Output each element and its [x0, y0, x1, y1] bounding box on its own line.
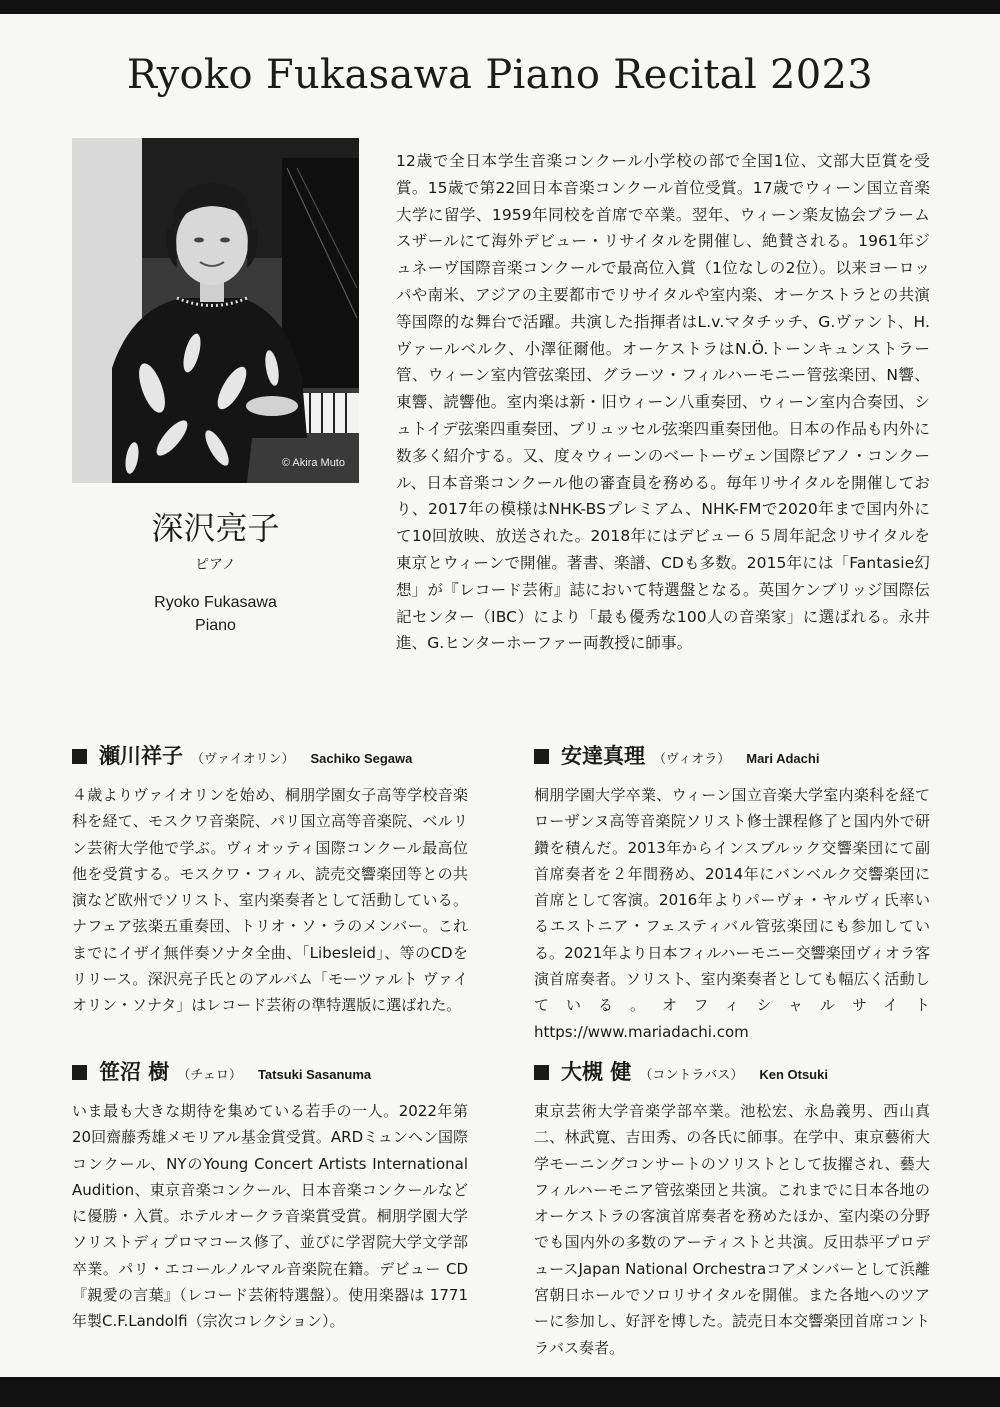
- page-title: Ryoko Fukasawa Piano Recital 2023: [126, 52, 874, 98]
- performer-header: [72, 740, 468, 770]
- performer-bio: ４歳よりヴァイオリンを始め、桐朋学園女子高等学校音楽科を経て、モスクワ音楽院、パリ国立高等音楽院、ベルリン芸術大学他で学ぶ。ヴィオッティ国際コンクール最高位他を受賞する。モスクワ・フィル、読売交響楽団等との共演など欧州でソリスト、室内楽奏者として活動している。ナフェア弦楽五重奏団、トリオ・ソ・ラのメンバー。これまでにイザイ無伴奏ソナタ全曲、「Libesleid」、等のCDをリリース。深沢亮子氏とのアルバム「モーツァルト ヴァイオリン・ソナタ」はレコード芸術の準特選版に選ばれた。: [72, 786, 468, 1015]
- bullet-square-icon: [72, 749, 87, 764]
- performer-header: [534, 740, 930, 770]
- performer-instrument: （ヴァイオリン）: [191, 752, 295, 767]
- performer-bio: 桐朋学園大学卒業、ウィーン国立音楽大学室内楽科を経てローザンヌ高等音楽院ソリスト修士課程修了と国内外で研鑽を積んだ。2013年からインスブルック交響楽団にて副首席奏者を２年間務め、2014年にバンベルク交響楽団に首席として客演。2016年よりパーヴォ・ヤルヴィ氏率いるエストニア・フェスティバル管弦楽団にも参加している。2021年より日本フィルハーモニー交響楽団ヴィオラ客演首席奏者。ソリスト、室内楽奏者としても幅広く活動している。オフィシャルサイト https://www.mariadachi.com: [534, 786, 930, 1041]
- performer-name-en: Ken Otsuki: [759, 1067, 828, 1082]
- pianist-name-jp: 深沢亮子: [151, 509, 280, 547]
- performer-section-violin: [72, 740, 468, 1019]
- scan-edge-top: [0, 0, 1000, 14]
- performer-instrument: （チェロ）: [177, 1068, 242, 1083]
- photo-credit: © Akira Muto: [281, 457, 345, 469]
- pianist-bio: 12歳で全日本学生音楽コンクール小学校の部で全国1位、文部大臣賞を受賞。15歳で第22回日本音楽コンクール首位受賞。17歳でウィーン国立音楽大学に留学、1959年同校を首席で卒業。翌年、ウィーン楽友協会ブラームスザールにて海外デビュー・リサイタルを開催し、絶賛される。1961年ジュネーヴ国際音楽コンクールで最高位入賞（1位なしの2位）。以来ヨーロッパや南米、アジアの主要都市でリサイタルや室内楽、オーケストラとの共演等国際的な舞台で活躍。共演した指揮者はL.v.マタチッチ、G.ヴァント、H.ヴァールベルク、小澤征爾他。オーケストラはN.Ö.トーンキュンストラー管、ウィーン室内管弦楽団、グラーツ・フィルハーモニー管弦楽団、N響、東響、読響他。室内楽は新・旧ウィーン八重奏団、ウィーン室内合奏団、シュトイデ弦楽四重奏団、ブリュッセル弦楽四重奏団他。日本の作品も内外に数多く紹介する。又、度々ウィーンのベートーヴェン国際ピアノ・コンクール、日本音楽コンクール他の審査員を務める。毎年リサイタルを開催しており、2017年の模様はNHK-BSプレミアム、NHK-FMで2020年まで国内外にて10回放映、放送された。2018年にはデビュー６５周年記念リサイタルを東京とウィーンで開催。著書、楽譜、CDも多数。2015年には「Fantasie幻想」が『レコード芸術』誌において特選盤となる。英国ケンブリッジ国際伝記センター（IBC）により「最も優秀な100人の音楽家」に選ばれる。永井 進、G.ヒンターホーファー両教授に師事。: [396, 152, 930, 653]
- program-page: [0, 14, 1000, 1377]
- pianist-portrait-image: [72, 138, 359, 483]
- performer-instrument: （ヴィオラ）: [653, 752, 731, 767]
- bullet-square-icon: [534, 749, 549, 764]
- pianist-photo: [72, 138, 359, 483]
- performer-header: [534, 1056, 930, 1086]
- performer-name-jp: 大槻 健: [561, 1059, 632, 1084]
- pianist-role-en: Piano: [195, 617, 236, 634]
- performer-bio: いま最も大きな期待を集めている若手の一人。2022年第20回齋藤秀雄メモリアル基金賞受賞。ARDミュンヘン国際コンクール、NYのYoung Concert Artists International Audition、東京音楽コンクール、日本音楽コンクールなどに優勝・入賞。ホテルオークラ音楽賞受賞。桐朋学園大学ソリストディプロマコース修了、並びに学習院大学文学部卒業。パリ・エコールノルマル音楽院在籍。デビュー CD『親愛の言葉』（レコード芸術特選盤）。使用楽器は 1771 年製C.F.Landolfi（宗次コレクション）。: [72, 1102, 468, 1331]
- performer-section-contrabass: [534, 1056, 930, 1361]
- scan-edge-bottom: [0, 1377, 1000, 1407]
- bullet-square-icon: [72, 1065, 87, 1080]
- performer-name-en: Tatsuki Sasanuma: [257, 1067, 372, 1082]
- performer-name-jp: 笹沼 樹: [99, 1059, 170, 1084]
- performer-name-jp: 安達真理: [561, 743, 645, 768]
- performer-name-en: Sachiko Segawa: [310, 751, 413, 766]
- performer-section-viola: [534, 740, 930, 1045]
- performer-bio: 東京芸術大学音楽学部卒業。池松宏、永島義男、西山真二、林武寛、吉田秀、の各氏に師事。在学中、東京藝術大学モーニングコンサートのソリストとして抜擢され、藝大フィルハーモニア管弦楽団と共演。これまでに日本各地のオーケストラの客演首席奏者を務めたほか、室内楽の分野でも国内外の多数のアーティストと共演。反田恭平プロデュースJapan National Orchestraコアメンバーとして浜離宮朝日ホールでソロリサイタルを開催。また各地へのツアーに参加し、好評を博した。読売日本交響楽団首席コントラバス奏者。: [534, 1102, 930, 1357]
- performer-section-cello: [72, 1056, 468, 1335]
- performer-header: [72, 1056, 468, 1086]
- pianist-role-jp: ピアノ: [195, 557, 236, 573]
- performer-name-jp: 瀬川祥子: [99, 743, 183, 768]
- performer-name-en: Mari Adachi: [746, 751, 820, 766]
- performer-instrument: （コントラバス）: [639, 1068, 744, 1083]
- pianist-name-en: Ryoko Fukasawa: [154, 594, 277, 611]
- bullet-square-icon: [534, 1065, 549, 1080]
